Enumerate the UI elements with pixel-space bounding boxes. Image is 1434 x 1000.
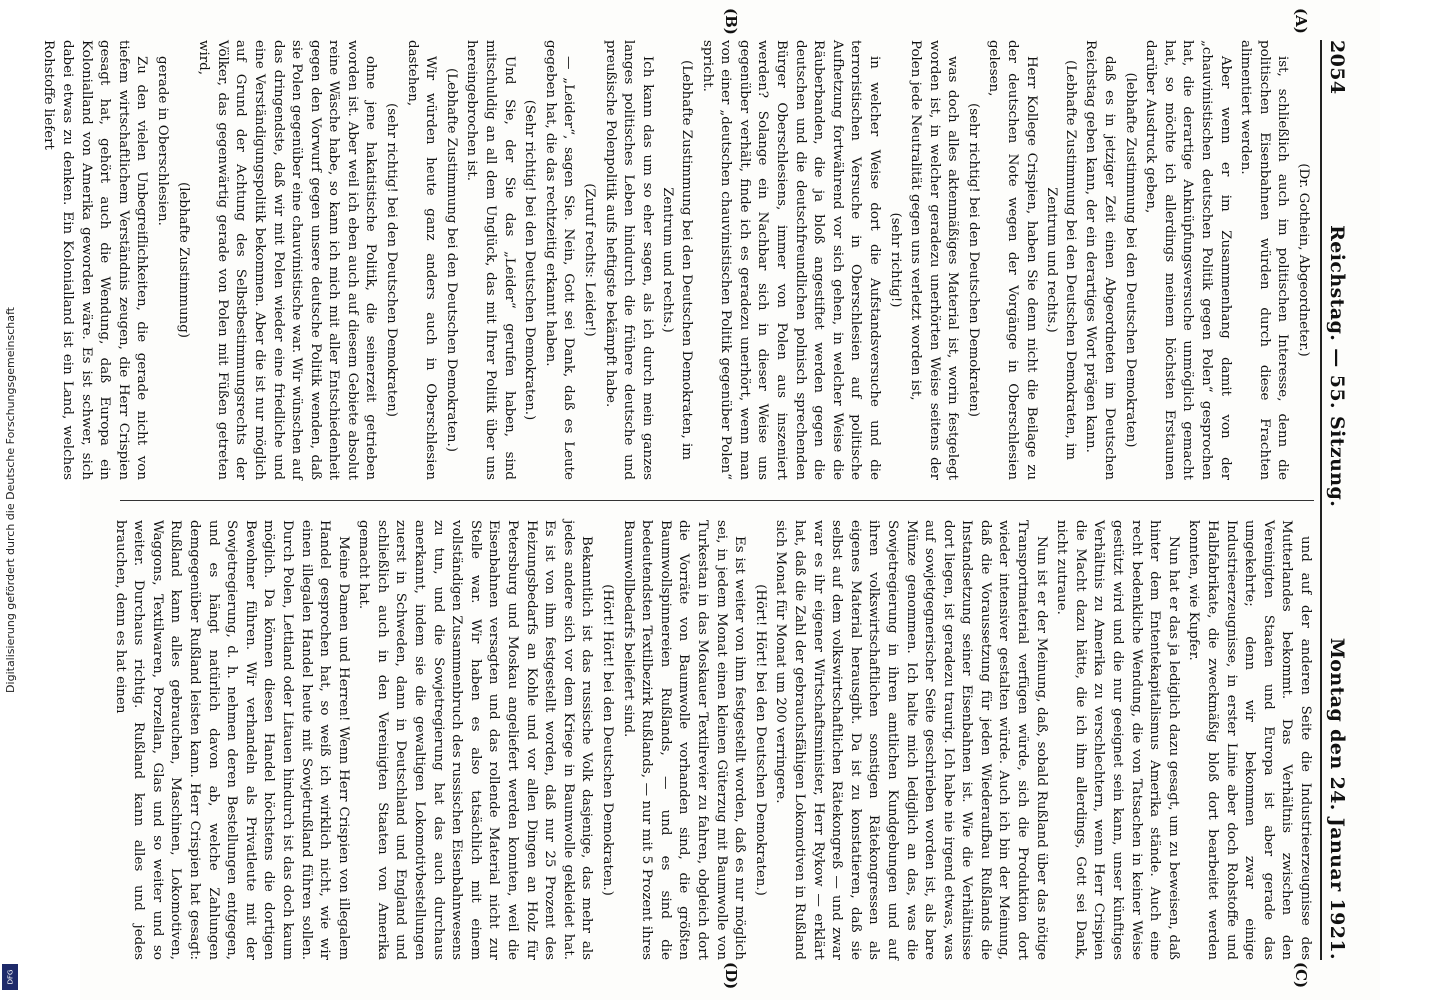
paragraph: Bekanntlich ist das russische Volk dasjenige, das mehr als jedes andere sich vor dem Kriege in Baumwolle gekleidet hat. Es ist von ihm festgestellt worden, daß nur 25 Prozent des Heizungsbedarfs an Kohle und vor allen Dingen an Holz für Petersburg und Moskau angeliefert werden konnten, weil die Eisenbahnen versagten und das rollende Material nicht zur Stelle war. Wir haben es also tatsächlich mit einem vollständigen Zusammenbruch des russischen Eisenbahnwesens zu tun, und die Sowjetregierung hat das auch durchaus anerkannt, indem sie die gewaltigen Lokomotivbestellungen zuerst in Schweden, dann in Deutschland und England und schließlich auch in den Vereinigten Staaten von Amerika gemacht hat.: [356, 520, 595, 960]
interjection: (sehr richtig! bei den Deutschen Demokraten): [965, 103, 981, 417]
paragraph: Es ist weiter von ihm festgestellt worden, daß es nur möglich sei, in jedem Monat einen kleinen Güterzug mit Baumwolle von Turkestan in das Moskauer Textilrevier zu fahren, obgleich dort die Vorräte von Baumwolle vorhanden sind, die größten Baumwollspinnereien Rußlands, — und es sind die bedeutendsten Textilbezirk Rußlands, — nur mit 5 Prozent ihres Baumwollbedarfs beliefert sind.: [620, 520, 748, 960]
margin-mark-b: (B): [722, 8, 740, 35]
paragraph: Ich kann das um so eher sagen, als ich durch mein ganzes langes politisches Leben hindurch die frühere deutsche und preußische Polenpolitik aufs heftigste bekämpft habe.: [602, 40, 655, 480]
interjection: (Lebhafte Zustimmung bei den Deutschen Demokraten.): [443, 68, 459, 452]
paragraph: Herr Kollege Crispien, haben Sie denn nicht die Beilage zu der deutschen Note wegen der Vorgänge in Oberschlesien gelesen,: [986, 40, 1039, 480]
dfg-logo: DFG: [2, 964, 18, 990]
paragraph: in welcher Weise dort die Aufstandsversuche und die terroristischen Versuche in Oberschlesien auf politische Aufhetzung fortwährend vor sich gehen, in welcher Weise die Räuberbanden, die ja bloß angestiftet werden gegen die deutschen und die deutschfreundlichen polnisch sprechenden Bürger Oberschlesiens, immer von Polen aus inszeniert werden? Solange ein Nachbar sich in dieser Weise uns gegenüber verhält, finde ich es geradezu unerhört, wenn man von einer „deutschen chauvinistischen Politik gegenüber Polen“ spricht.: [699, 40, 882, 480]
paragraph: Und Sie, der Sie das „Leider“ gerufen haben, sind mitschuldig an all dem Unglück, das mit Ihrer Politik über uns hereingebrochen ist.: [464, 40, 517, 480]
paragraph: Zu den vielen Unbegreiflichkeiten, die gerade nicht von tiefem wirtschaftlichem Verständnis zeugen, die Herr Crispien gesagt hat, gehört auch die Wendung, daß Europa ein Kolonialland von Amerika geworden wäre. Es ist schwer, sich dabei etwas zu denken. Ein Kolonialland ist ein Land, welches Rohstoffe liefert: [41, 40, 150, 480]
interjection: (sehr richtig! bei den Deutschen Demokraten): [384, 103, 400, 417]
session-date: Montag den 24. Januar 1921.: [1326, 637, 1348, 960]
interjection: (Lebhafte Zustimmung bei den Deutschen Demokraten, im Zentrum und rechts.): [1044, 60, 1078, 460]
paragraph: Nun ist er der Meinung, daß, sobald Rußland über das nötige Transportmaterial verfügen würde, sich die Produktion dort wieder intensiver gestalten würde. Auch ich bin der Meinung, daß die Voraussetzung für jeden Wiederaufbau Rußlands die Instandsetzung seiner Eisenbahnen ist. Wie die Verhältnisse dort liegen, ist geradezu traurig. Ich habe nie irgend etwas, was auf sowjetgegnerischer Seite geschrieben worden ist, als bare Münze genommen. Ich halte mich lediglich an das, was die Sowjetregierung in ihren amtlichen Kundgebungen und auf ihren volkswirtschaftlichen sonstigen Rätekongressen als eigenes Material herausgibt. Da ist zu konstatieren, daß sie selbst auf dem volkswirtschaftlichen Rätekongreß — und zwar war es ihr eigener Wirtschaftsminister, Herr Rykow — erklärt hat, daß die Zahl der gebrauchsfähigen Lokomotiven in Rußland sich Monat für Monat um 200 verringere.: [773, 520, 1049, 960]
page-number: 2054: [1326, 40, 1348, 95]
interjection: (Lebhafte Zustimmung bei den Deutschen Demokraten, im Zentrum und rechts.): [660, 60, 694, 460]
interjection: (Dr. Gothein, Abgeordneter.): [1296, 163, 1311, 357]
right-column: [110, 520, 1314, 960]
interjection: (Zuruf rechts: Leider!): [582, 183, 598, 337]
paragraph: Meine Damen und Herren! Wenn Herr Crispien von illegalem Handel gesprochen hat, so weiß ich wirklich nicht, wie wir einen illegalen Handel heute mit Sowjetrußland führen sollen. Durch Polen, Lettland oder Litauen hindurch ist das doch kaum möglich. Da können diesen Handel höchstens die dortigen Bewohner führen. Wir verhandeln als Privatleute mit der Sowjetregierung, d. h. nehmen deren Bestellungen entgegen, und es hängt natürlich davon ab, welche Zahlungen demgegenüber Rußland leisten kann. Herr Crispien hat gesagt: Rußland kann alles gebrauchen, Maschinen, Lokomotiven, Waggons, Textilwaren, Porzellan, Glas und so weiter und so weiter. Durchaus richtig. Rußland kann alles und jedes brauchen, denn es hat einen: [112, 520, 351, 960]
document-page: [41, 0, 1380, 1000]
session-title: Reichstag. — 55. Sitzung.: [1326, 225, 1348, 508]
page-header: [1320, 40, 1360, 960]
margin-mark-c: (C): [1292, 962, 1310, 989]
digitization-note: Digitalisierung gefördert durch die Deutsche Forschungsgemeinschaft: [3, 307, 17, 693]
interjection: (Hört! Hört! bei den Deutschen Demokraten.): [752, 584, 768, 896]
margin-mark-a: (A): [1292, 8, 1310, 34]
paragraph: daß es in jetziger Zeit einen Abgeordneten im Deutschen Reichstag geben kann, der ein derartiges Wort prägen kann.: [1083, 40, 1118, 480]
paragraph: und auf der anderen Seite die Industrieerzeugnisse des Mutterlandes bekommt. Das Verhältnis zwischen den Vereinigten Staaten und Europa ist aber gerade das umgekehrte; denn wir bekommen zwar einige Industrieerzeugnisse, in erster Linie aber doch Rohstoffe und Halbfabrikate, die zweckmäßig bloß dort bearbeitet werden konnten, wie Kupfer.: [1186, 520, 1313, 960]
paragraph: ist, schließlich auch im politischen Interesse, denn die politischen Eisenbahnen würden durch diese Frachten alimentiert werden.: [1238, 40, 1291, 480]
paragraph: was doch alles aktenmäßiges Material ist, worin festgelegt worden ist, in welcher geradezu unerhörten Weise seitens der Polen jede Neutralität gegen uns verletzt worden ist,: [908, 40, 961, 480]
paragraph: gerade in Oberschlesien.: [154, 56, 170, 226]
interjection: (lebhafte Zustimmung): [175, 181, 191, 339]
interjection: (sehr richtig!): [887, 212, 903, 308]
paragraph: Aber wenn er im Zusammenhang damit von der „chauvinistischen deutschen Politik gegen Polen“ gesprochen hat, die derartige Anknüpfungsversuche unmöglich gemacht hat, so möchte ich allerdings meinem höchsten Erstaunen darüber Ausdruck geben,: [1143, 40, 1233, 480]
paragraph: ohne jene hakatistische Politik, die seinerzeit getrieben worden ist. Aber weil ich eben auch auf diesem Gebiete absolut reine Wäsche habe, so kann ich mich mit aller Entschiedenheit gegen den Vorwurf gegen unsere deutsche Politik wenden, daß sie Polen gegenüber eine chauvinistische war. Wir wünschen auf das dringendste, daß wir mit Polen wieder eine friedliche und eine Verständigungspolitik bekommen. Aber die ist nur möglich auf Grund der Achtung des Selbstbestimmungsrechts der Völker, das gegenwärtig gerade von Polen mit Füßen getreten wird,: [196, 40, 379, 480]
left-column: [41, 40, 1314, 480]
interjection: (lebhafte Zustimmung bei den Deutschen Demokraten): [1122, 72, 1138, 448]
paragraph: — „Leider“, sagen Sie. Nein, Gott sei Dank, daß es Leute gegeben hat, die das rechtzeitig erkannt haben.: [542, 40, 577, 480]
column-divider: [120, 500, 1314, 501]
paragraph: Nun hat er das ja lediglich dazu gesagt, um zu beweisen, daß hinter dem Ententekapitalismus Amerika stände. Auch eine recht bedenkliche Wendung, die von Tatsachen in keiner Weise gestützt wird und die nur geeignet sein kann, unser künftiges Verhältnis zu Amerika zu verschlechtern, wenn Herr Crispien die Macht dazu hätte, die ich ihm allerdings, Gott sei Dank, nicht zutraue.: [1054, 520, 1181, 960]
interjection: (Hört! Hört! bei den Deutschen Demokraten.): [600, 584, 616, 896]
margin-mark-d: (D): [722, 962, 740, 990]
interjection: (Sehr richtig! bei den Deutschen Demokraten.): [522, 99, 538, 421]
paragraph: Wir würden heute ganz anders auch in Oberschlesien dastehen,: [404, 40, 439, 480]
